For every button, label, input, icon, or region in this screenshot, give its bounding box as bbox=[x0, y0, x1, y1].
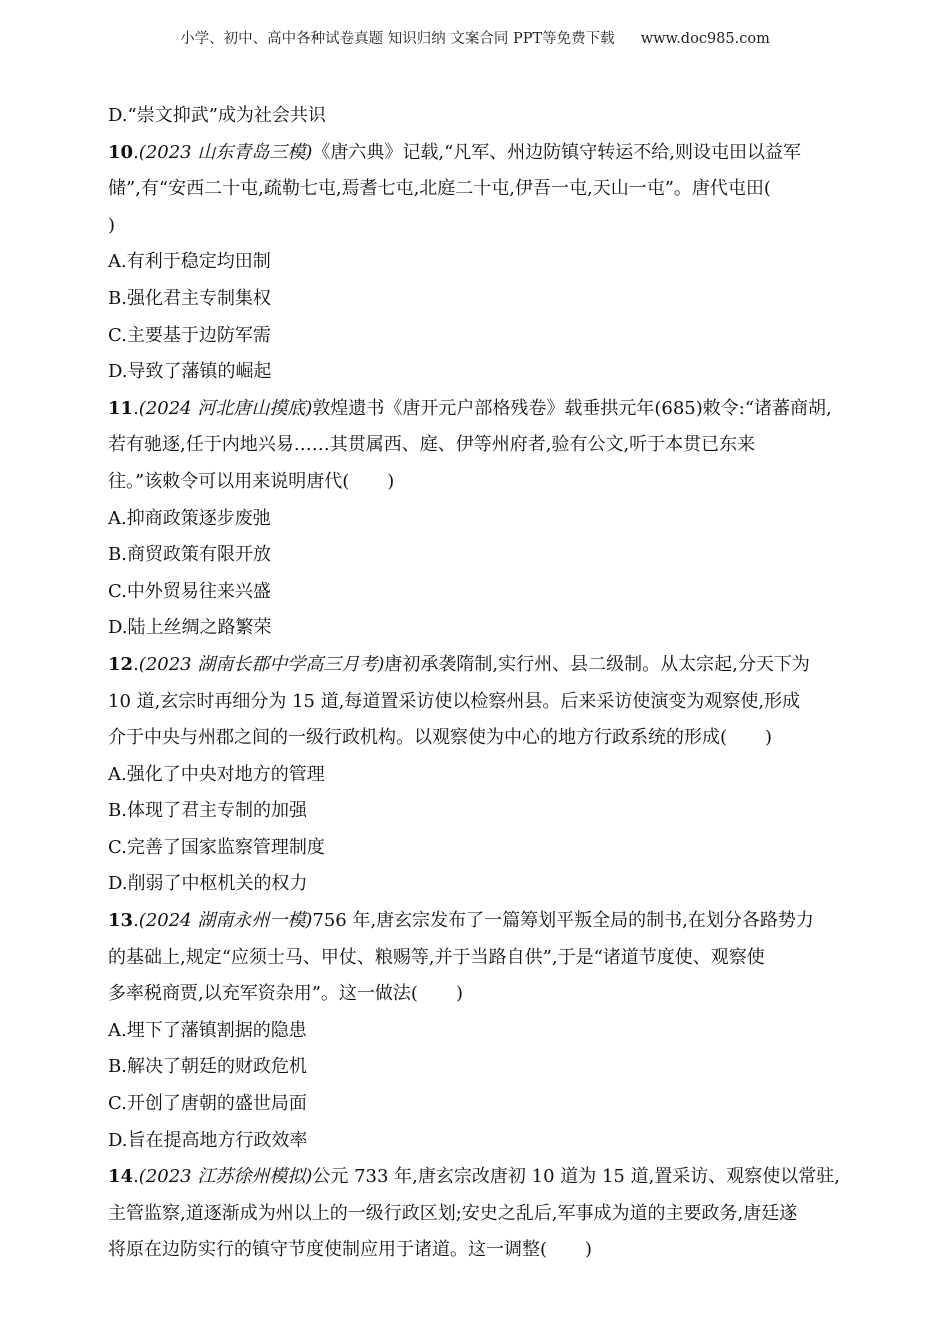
question-stem-line: 多率税商贾,以充军资杂用”。这一做法( ) bbox=[108, 983, 463, 1005]
option-c: C.完善了国家监察管理制度 bbox=[108, 836, 325, 858]
previous-option-d: D.“崇文抑武”成为社会共识 bbox=[108, 105, 326, 126]
option-b: B.解决了朝廷的财政危机 bbox=[108, 1056, 307, 1078]
question-source: (2023 山东青岛三模) bbox=[138, 141, 313, 163]
question-stem-line: 若有驰逐,任于内地兴易……其贯属西、庭、伊等州府者,验有公文,听于本贯已东来 bbox=[108, 434, 756, 456]
question-source: (2024 河北唐山摸底) bbox=[138, 397, 313, 419]
option-a: A.抑商政策逐步废弛 bbox=[108, 507, 271, 529]
question-stem-line: 13.(2024 湖南永州一模)756 年,唐玄宗发布了一篇筹划平叛全局的制书,在划分各路势力 bbox=[108, 910, 814, 932]
question-13 bbox=[108, 903, 846, 1159]
question-14 bbox=[108, 1159, 846, 1269]
option-a: A.埋下了藩镇割据的隐患 bbox=[108, 1019, 307, 1041]
question-source: (2023 江苏徐州模拟) bbox=[138, 1166, 313, 1188]
option-d: D.导致了藩镇的崛起 bbox=[108, 361, 272, 383]
question-stem-line: 11.(2024 河北唐山摸底)敦煌遗书《唐开元户部格残卷》载垂拱元年(685)敕令:“诸蕃商胡, bbox=[108, 397, 832, 419]
option-b: B.体现了君主专制的加强 bbox=[108, 800, 307, 822]
question-stem-line: 12.(2023 湖南长郡中学高三月考)唐初承袭隋制,实行州、县二级制。从太宗起,分天下为 bbox=[108, 653, 810, 675]
question-number: 11 bbox=[108, 397, 134, 419]
answer-paren-close: ) bbox=[585, 1239, 593, 1261]
answer-paren-close: ) bbox=[455, 983, 463, 1005]
question-stem-line: 主管监察,道逐渐成为州以上的一级行政区划;安史之乱后,军事成为道的主要政务,唐廷遂 bbox=[108, 1202, 798, 1224]
answer-paren-close: ) bbox=[765, 727, 773, 749]
option-b: B.强化君主专制集权 bbox=[108, 287, 271, 309]
option-d: D.陆上丝绸之路繁荣 bbox=[108, 617, 272, 639]
question-stem-line: 往。”该敕令可以用来说明唐代( ) bbox=[108, 470, 395, 492]
question-stem-line: 的基础上,规定“应须士马、甲仗、粮赐等,并于当路自供”,于是“诸道节度使、观察使 bbox=[108, 946, 765, 968]
question-source: (2023 湖南长郡中学高三月考) bbox=[138, 653, 385, 675]
option-c: C.开创了唐朝的盛世局面 bbox=[108, 1093, 307, 1115]
header-text: 小学、初中、高中各种试卷真题 知识归纳 文案合同 PPT等免费下载 bbox=[180, 31, 615, 47]
question-number: 13 bbox=[108, 910, 134, 932]
question-stem-line: 储”,有“安西二十屯,疏勒七屯,焉耆七屯,北庭二十屯,伊吾一屯,天山一屯”。唐代屯田( bbox=[108, 178, 771, 200]
question-source: (2024 湖南永州一模) bbox=[138, 910, 313, 932]
question-number: 10 bbox=[108, 141, 134, 163]
question-10 bbox=[108, 135, 846, 391]
question-stem-line: ) bbox=[108, 214, 116, 236]
option-c: C.中外贸易往来兴盛 bbox=[108, 580, 271, 602]
question-stem-line: 将原在边防实行的镇守节度使制应用于诸道。这一调整( ) bbox=[108, 1239, 593, 1261]
option-c: C.主要基于边防军需 bbox=[108, 324, 271, 346]
question-12 bbox=[108, 647, 846, 903]
question-stem-line: 介于中央与州郡之间的一级行政机构。以观察使为中心的地方行政系统的形成( ) bbox=[108, 727, 773, 749]
question-stem-line: 10 道,玄宗时再细分为 15 道,每道置采访使以检察州县。后来采访使演变为观察使,形成 bbox=[108, 690, 801, 712]
option-d: D.削弱了中枢机关的权力 bbox=[108, 873, 308, 895]
answer-paren-close: ) bbox=[387, 470, 395, 492]
question-stem-line: 14.(2023 江苏徐州模拟)公元 733 年,唐玄宗改唐初 10 道为 15 道,置采访、观察使以常驻, bbox=[108, 1166, 841, 1188]
option-a: A.强化了中央对地方的管理 bbox=[108, 763, 325, 785]
question-content bbox=[108, 98, 846, 1269]
header-site-link[interactable]: www.doc985.com bbox=[640, 31, 770, 47]
question-stem-line: 10.(2023 山东青岛三模)《唐六典》记载,“凡军、州边防镇守转运不给,则设屯田以益军 bbox=[108, 141, 802, 163]
question-number: 12 bbox=[108, 653, 134, 675]
question-number: 14 bbox=[108, 1166, 134, 1188]
option-b: B.商贸政策有限开放 bbox=[108, 544, 271, 566]
question-11 bbox=[108, 391, 846, 647]
option-a: A.有利于稳定均田制 bbox=[108, 251, 271, 273]
option-d: D.旨在提高地方行政效率 bbox=[108, 1129, 308, 1151]
page-header bbox=[0, 27, 950, 48]
